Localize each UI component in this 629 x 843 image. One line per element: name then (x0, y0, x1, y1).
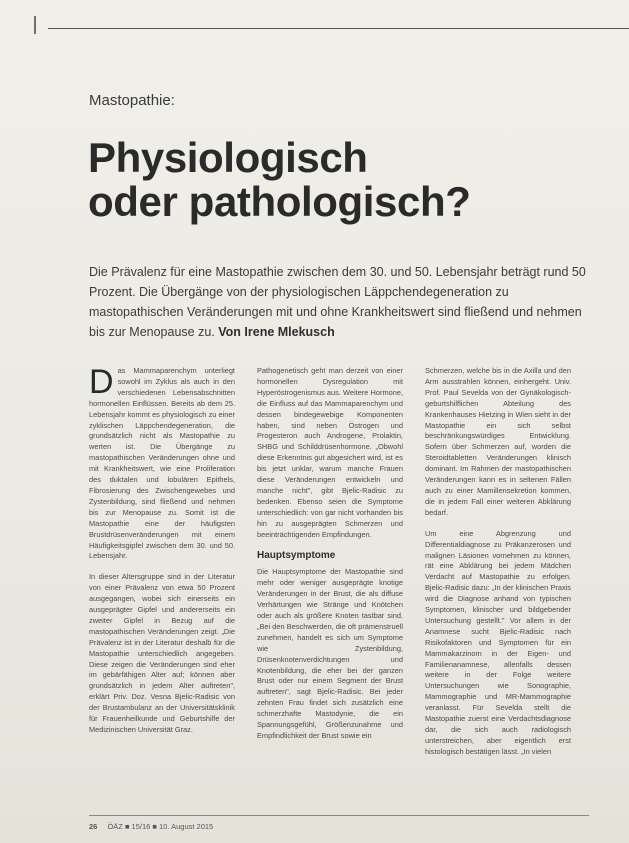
paragraph: In dieser Altersgruppe sind in der Literatur von einer Prävalenz von etwa 50 Prozent ausgegangen, wobei sich einerseits ein ausgeprägter Gipfel und andererseits ein zweiter Gipfel in Bezug auf die mastopathischen Veränderungen zeigt. „Die Prävalenz ist in der Literatur deshalb für die Mastopathie unterschiedlich angegeben. Diese zeigen die Veränderungen sind eher im gebärfähigen Alter auf; können aber grundsätzlich in jedem Alter auftreten", erklärt Priv. Doz. Vesna Bjelic-Radisic von der Brustambulanz an der Universitätsklinik für Frauenheilkunde und Geburtshilfe der Medizinischen Universität Graz. (89, 572, 235, 734)
lead-text: Die Prävalenz für eine Mastopathie zwischen dem 30. und 50. Lebensjahr beträgt rund 50 Prozent. Die Übergänge von der physiologischen Läppchendegeneration zu mastopathischen Veränderungen mit und ohne Krankheitswert sind fließend und nehmen bis zur Menopause zu. (89, 265, 586, 339)
title-line-1: Physiologisch (88, 134, 368, 181)
issue-info: ÖÄZ ■ 15/16 ■ 10. August 2015 (107, 822, 214, 831)
paragraph: Um eine Abgrenzung und Differentialdiagnose zu Präkanzerosen und malignen Läsionen vornehmen zu können, rät eine Abklärung bei jedem Mädchen Verdacht auf Mastopathie zu erfolgen. Bjelic-Radisic dazu: „In der klinischen Praxis wird die Diagnose anhand von typischen Symptomen, klinischer und bildgebender Untersuchung gestellt." Vor allem in der Anamnese sucht Bjelic-Radisic nach Risikofaktoren und Symptomen für ein Mammakarzinom in der Eigen- und Familienanamnese, allenfalls dessen weitere in der Folge weitere Untersuchungen wie Sonographie, Mammographie und MR-Mammographie veranlasst. Für Sevelda stellt die Mastopathie zuerst eine Verdachtsdiagnose dar, die sich auch radiologisch unterstreichen, aber eigentlich erst histologisch bestätigen lässt. „In vielen (425, 528, 571, 756)
scan-edge-mark (34, 16, 36, 34)
footer-rule (89, 815, 589, 816)
article-kicker: Mastopathie: (89, 92, 175, 109)
drop-cap: D (89, 363, 114, 401)
text-column-1 (89, 363, 235, 746)
page-footer (89, 822, 213, 831)
paragraph: Schmerzen, welche bis in die Axilla und den Arm ausstrahlen können, einhergeht. Univ. Prof. Paul Sevelda von der Gynäkologisch-geburtshilflichen Abteilung des Krankenhauses Hietzing in Wien sieht in der Mastopathie ein sich selbst beschränkungswürdiges Entwicklung. Sofern über Schmerzen auf, worden die Steroidtabletten Veränderungen klinisch dominant. Im Rahmen der mastopathischen Veränderungen kann es in seltenen Fällen auch zu einer Mamillensekretion kommen, die in jedem Fall einer weiteren Abklärung bedarf. (425, 366, 571, 517)
section-subhead: Hauptsymptome (257, 549, 336, 561)
paragraph (89, 363, 235, 562)
article-title (88, 136, 608, 224)
title-line-2: oder pathologisch? (88, 178, 471, 225)
article-lead (89, 262, 589, 342)
paragraph: Pathogenetisch geht man derzeit von einer hormonellen Dysregulation mit Hyperöstrogenismus aus. Weitere Hormone, die Einfluss auf das Mammaparenchym und dessen bindegewebige Komponenten haben, sind neben Östrogen und Progesteron auch Androgene, Prolaktin, SHBG und Schilddrüsenhormone. „Obwohl diese Erkenntnis gut abgesichert wird, ist es bis jetzt unklar, warum manche Frauen diese Veränderungen entwickeln und manche nicht", gibt Bjelic-Radisic zu bedenken. Ebenso seien die Symptome unterschiedlich: von gar nicht vorhanden bis hin zu ausgeprägten Schmerzen und beeinträchtigenden Empfindungen. (257, 366, 403, 539)
paragraph: Die Hauptsymptome der Mastopathie sind mehr oder weniger ausgeprägte knotige Veränderungen in der Brust, die als diffuse Verhärtungen wie Stränge und Knötchen oder auch als größere Knoten tastbar sind. „Bei den Beschwerden, die oft prämenstruell zunehmen, handelt es sich um Symptome wie Zystenbildung, Drüsenknotenverdichtungen und Knotenbildung, die eher bei der ganzen Brust oder nur einem Segment der Brust auftreten", sagt Bjelic-Radisic. Bei jeder zehnten Frau findet sich zusätzlich eine schmerzhafte Mastodynie, die ein Spannungsgefühl, Größenzunahme und Empfindlichkeit der Brust sowie ein (257, 567, 403, 740)
top-rule (48, 28, 629, 29)
paragraph-text: as Mammaparenchym unterliegt sowohl im Zyklus als auch in den verschiedenen Lebensabschnitten hormonellen Einflüssen. Bereits ab dem 25. Lebensjahr kommt es physiologisch zu einer zyklischen Läppchendegeneration, die grundsätzlich nicht als Mastopathie zu werten ist. Die Übergänge zu mastopathischen Veränderungen ohne und mit Krankheitswert, wie eine Proliferation des duktalen und lobulären Epithels, Fibrosierung des Zwischengewebes und Zystenbildung, sind fließend und nehmen bis zur Menopause zu. Somit ist die Mastopathie eine der häufigsten Brustdrüsenveränderungen mit einem Häufigkeitsgipfel zwischen dem 30. und 50. Lebensjahr. (89, 366, 235, 561)
text-column-3 (425, 366, 571, 768)
byline: Von Irene Mlekusch (218, 325, 335, 339)
text-column-2 (257, 366, 403, 752)
page-number: 26 (89, 822, 98, 831)
